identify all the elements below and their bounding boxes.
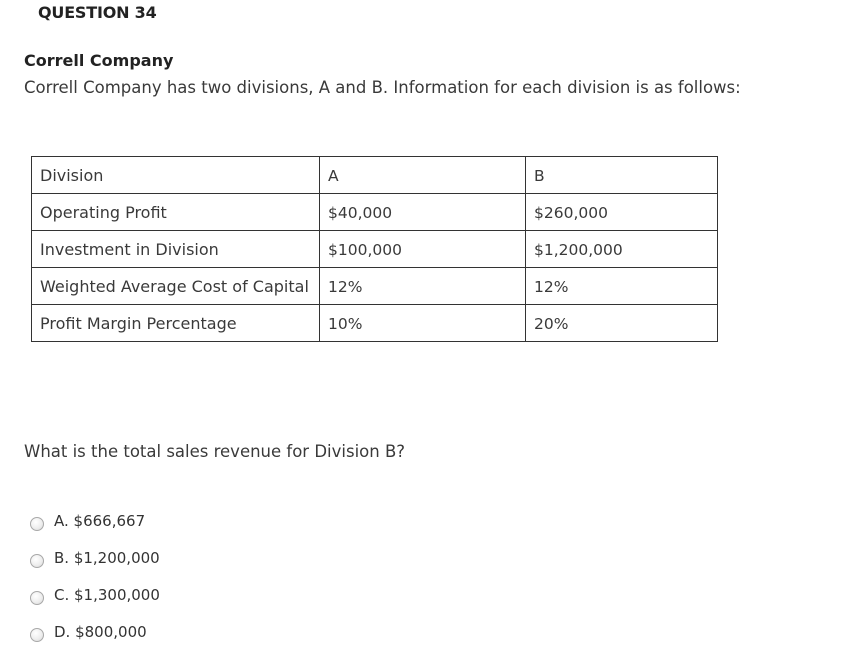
intro-text: Correll Company has two divisions, A and B. Information for each division is as follows:: [24, 78, 741, 97]
table-cell-label: Operating Profit: [32, 194, 320, 231]
answer-option-a[interactable]: [30, 502, 160, 539]
table-row: [32, 194, 718, 231]
table-cell-division-b: $260,000: [526, 194, 718, 231]
table-cell-division-a: $40,000: [320, 194, 526, 231]
answer-option-d[interactable]: [30, 613, 160, 650]
answer-options: [30, 502, 160, 650]
answer-option-label[interactable]: D. $800,000: [54, 622, 147, 641]
radio-button[interactable]: [30, 554, 44, 568]
answer-option-label[interactable]: C. $1,300,000: [54, 585, 160, 604]
table-cell-division-a: $100,000: [320, 231, 526, 268]
radio-button[interactable]: [30, 591, 44, 605]
table-row: [32, 157, 718, 194]
table-cell-label: Weighted Average Cost of Capital: [32, 268, 320, 305]
table-cell-division-b: 20%: [526, 305, 718, 342]
table-cell-division-b: $1,200,000: [526, 231, 718, 268]
answer-option-c[interactable]: [30, 576, 160, 613]
table-cell-label: Profit Margin Percentage: [32, 305, 320, 342]
table-row: [32, 305, 718, 342]
table-row: [32, 231, 718, 268]
answer-option-label[interactable]: A. $666,667: [54, 511, 146, 530]
table-cell-division-a: 10%: [320, 305, 526, 342]
company-title: Correll Company: [24, 51, 174, 70]
table-cell-label: Investment in Division: [32, 231, 320, 268]
answer-option-b[interactable]: [30, 539, 160, 576]
table-cell-division-b: 12%: [526, 268, 718, 305]
table-cell-label: Division: [32, 157, 320, 194]
question-number: QUESTION 34: [38, 3, 157, 22]
table-row: [32, 268, 718, 305]
table-cell-division-b: B: [526, 157, 718, 194]
table-cell-division-a: A: [320, 157, 526, 194]
radio-button[interactable]: [30, 517, 44, 531]
division-data-table: [31, 156, 718, 342]
radio-button[interactable]: [30, 628, 44, 642]
table-cell-division-a: 12%: [320, 268, 526, 305]
answer-option-label[interactable]: B. $1,200,000: [54, 548, 160, 567]
question-prompt: What is the total sales revenue for Division B?: [24, 442, 406, 461]
